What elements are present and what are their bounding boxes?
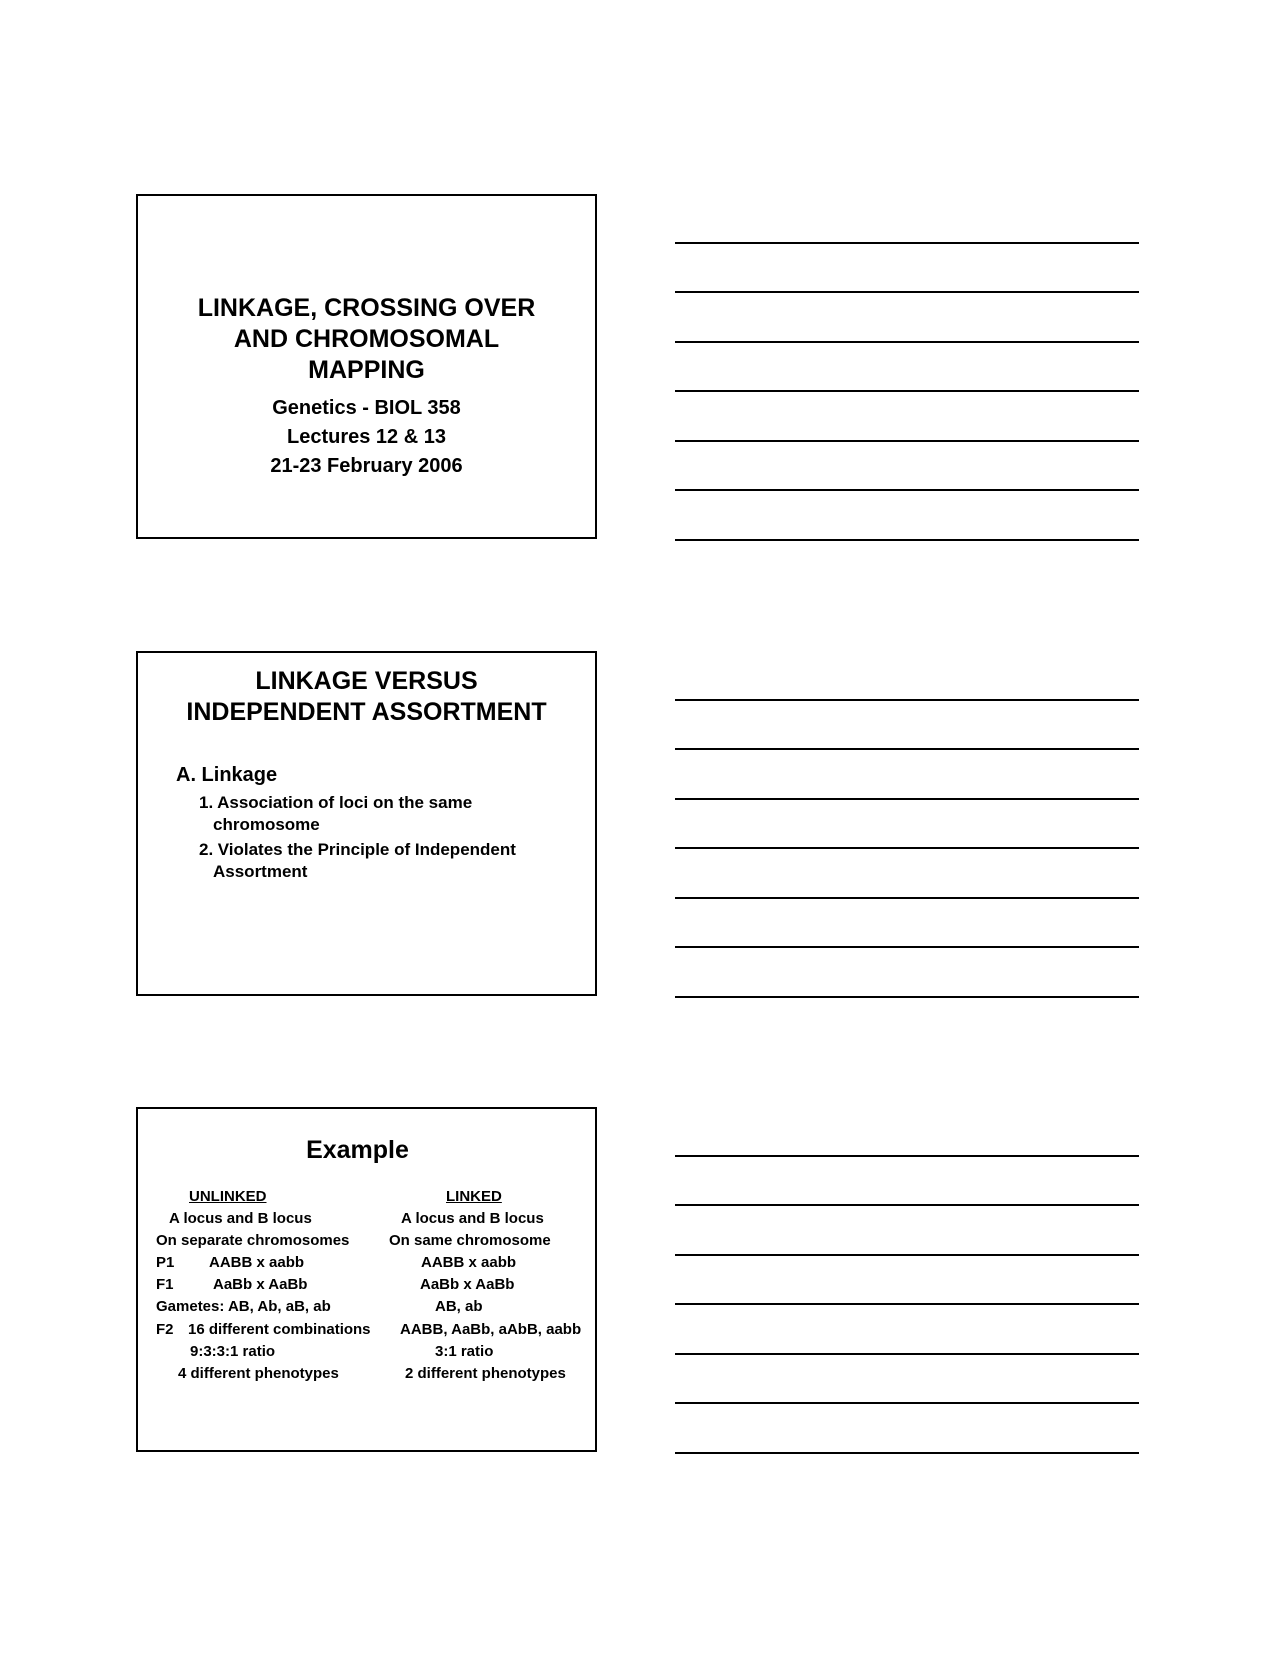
slide-1 (136, 194, 597, 539)
lecture-date: 21-23 February 2006 (270, 455, 463, 477)
slide-3 (136, 1107, 597, 1452)
list-item-text: Violates the Principle of Independent (217, 840, 516, 859)
list-item-text-continued: chromosome (213, 815, 320, 834)
note-line (675, 748, 1139, 750)
list-item (199, 839, 579, 883)
linked-loci: A locus and B locus (401, 1210, 544, 1227)
note-line (675, 341, 1139, 343)
unlinked-p1-label: P1 (156, 1254, 175, 1271)
note-line (675, 897, 1139, 899)
slide-1-title (138, 293, 595, 386)
note-line (675, 440, 1139, 442)
list-item-number: 1. (199, 793, 214, 812)
course-name: Genetics - BIOL 358 (272, 397, 461, 419)
note-line (675, 996, 1139, 998)
linked-f1-cross: AaBb x AaBb (420, 1276, 515, 1293)
linked-ratio: 3:1 ratio (435, 1343, 494, 1360)
note-line (675, 699, 1139, 701)
linked-header: LINKED (446, 1188, 502, 1205)
unlinked-ratio: 9:3:3:1 ratio (190, 1343, 276, 1360)
section-heading: A. Linkage (176, 764, 278, 786)
slide-2-title (138, 666, 595, 728)
note-line (675, 1452, 1139, 1454)
unlinked-f2-label: F2 (156, 1321, 174, 1338)
unlinked-loci: A locus and B locus (169, 1210, 312, 1227)
unlinked-phenotypes: 4 different phenotypes (178, 1365, 339, 1382)
list-item-text-continued: Assortment (213, 862, 308, 881)
note-line (675, 847, 1139, 849)
note-line (675, 1155, 1139, 1157)
slide-2 (136, 651, 597, 996)
lecture-numbers: Lectures 12 & 13 (287, 426, 446, 448)
slide-3-title: Example (306, 1136, 409, 1164)
unlinked-f1-label: F1 (156, 1276, 174, 1293)
slide-1-subtitle (138, 394, 595, 481)
note-line (675, 242, 1139, 244)
note-line (675, 946, 1139, 948)
slide-2-title-line: LINKAGE VERSUS (255, 667, 478, 695)
slide-2-title-line: INDEPENDENT ASSORTMENT (186, 698, 547, 726)
note-line (675, 1353, 1139, 1355)
slide-1-title-line: LINKAGE, CROSSING OVER (197, 294, 536, 322)
linked-f2-result: AABB, AaBb, aAbB, aabb (400, 1321, 582, 1338)
note-line (675, 539, 1139, 541)
slide-1-title-line: AND CHROMOSOMAL (233, 325, 500, 353)
unlinked-gametes: Gametes: AB, Ab, aB, ab (156, 1298, 331, 1315)
slide-1-title-line: MAPPING (308, 356, 425, 384)
list-item (199, 792, 579, 836)
linked-phenotypes: 2 different phenotypes (405, 1365, 566, 1382)
note-line (675, 390, 1139, 392)
note-line (675, 1402, 1139, 1404)
linked-location: On same chromosome (389, 1232, 551, 1249)
unlinked-location: On separate chromosomes (156, 1232, 350, 1249)
unlinked-f1-cross: AaBb x AaBb (213, 1276, 308, 1293)
note-line (675, 798, 1139, 800)
unlinked-f2-result: 16 different combinations (188, 1321, 371, 1338)
note-line (675, 489, 1139, 491)
note-line (675, 1254, 1139, 1256)
list-item-text: Association of loci on the same (217, 793, 473, 812)
note-line (675, 1303, 1139, 1305)
unlinked-p1-cross: AABB x aabb (209, 1254, 305, 1271)
note-line (675, 291, 1139, 293)
note-line (675, 1204, 1139, 1206)
linked-p1-cross: AABB x aabb (421, 1254, 517, 1271)
unlinked-header: UNLINKED (189, 1188, 267, 1205)
list-item-number: 2. (199, 840, 214, 859)
linked-gametes: AB, ab (435, 1298, 483, 1315)
